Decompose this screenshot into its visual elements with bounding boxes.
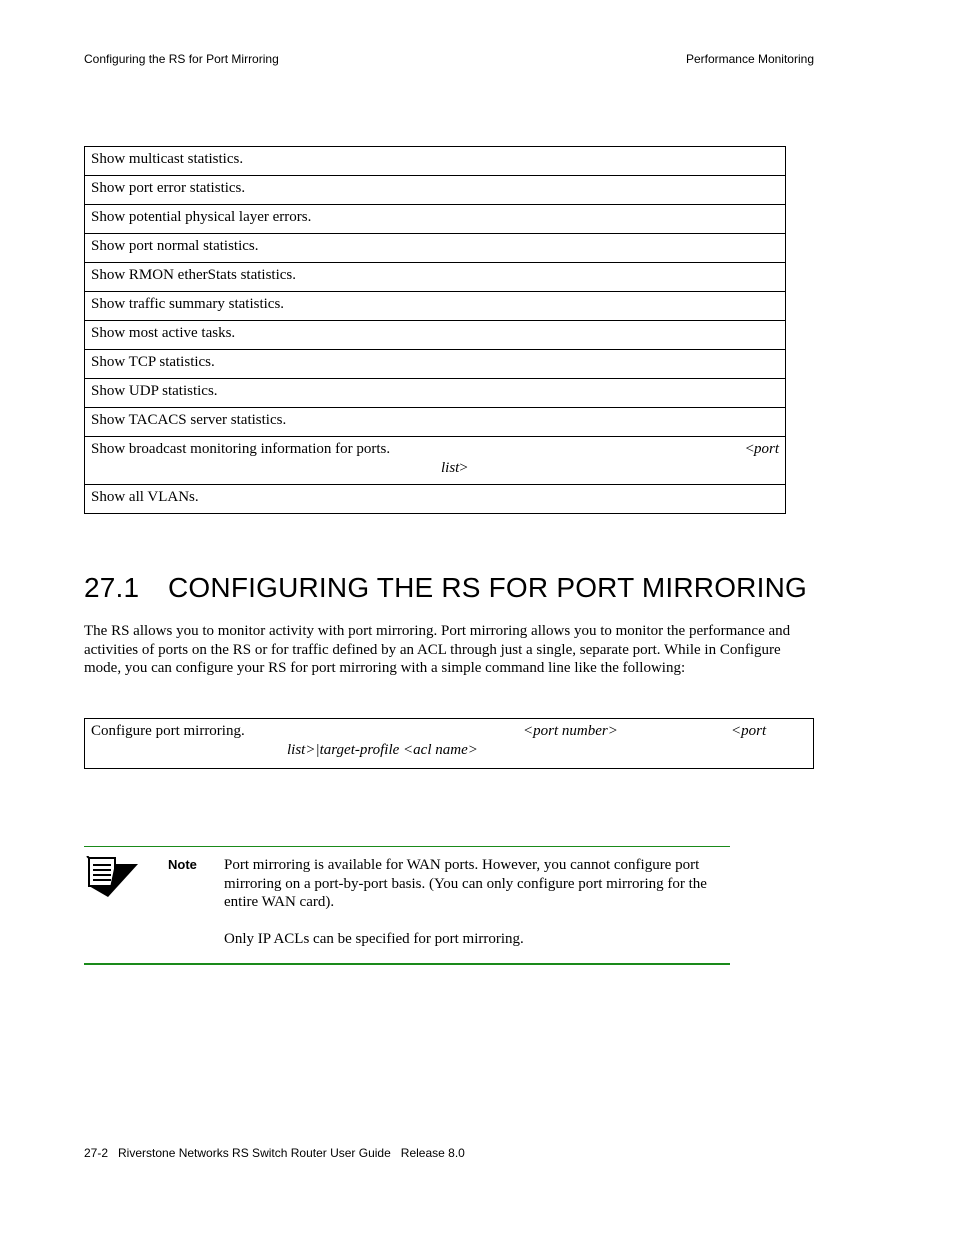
command-row: Show multicast statistics. xyxy=(85,147,786,176)
note-icon xyxy=(86,856,142,900)
config-arg-port: <port xyxy=(731,723,767,739)
arg-list-word: list xyxy=(441,460,460,476)
note-text: Port mirroring is available for WAN ports. However, you cannot configure port mirroring on a port-by-port basis. (You can only configure port mirroring for the entire WAN card). xyxy=(224,857,707,911)
command-row: Show port error statistics. xyxy=(85,176,786,205)
note-label: Note xyxy=(168,857,197,872)
broadcast-description: Show broadcast monitoring information for ports. xyxy=(91,441,391,457)
command-row: Show UDP statistics. xyxy=(85,379,786,408)
note-rule-top xyxy=(84,846,730,847)
command-row: Show all VLANs. xyxy=(85,485,786,514)
arg-port-word: port xyxy=(753,441,779,457)
running-header-left: Configuring the RS for Port Mirroring xyxy=(84,52,279,66)
command-row: Show traffic summary statistics. xyxy=(85,292,786,321)
command-row: Show TACACS server statistics. xyxy=(85,408,786,437)
running-header-right: Performance Monitoring xyxy=(685,52,814,66)
section-body: The RS allows you to monitor activity with port mirroring. Port mirroring allows you to monitor the performance and activities of ports on the RS or for traffic defined by an ACL through just a single, separate port. While in Configure mode, you can configure your RS for port mirroring with a simple command line like the following: xyxy=(84,623,791,677)
section-heading xyxy=(84,572,807,604)
section-number: 27.1 xyxy=(84,572,140,603)
command-row: Show TCP statistics. xyxy=(85,350,786,379)
page-footer: 27-2 Riverstone Networks RS Switch Router User Guide Release 8.0 xyxy=(84,1146,465,1160)
note-rule-bottom xyxy=(84,963,730,965)
config-table xyxy=(84,718,814,769)
command-table xyxy=(84,146,786,514)
arg-close-bracket: > xyxy=(459,460,468,476)
config-arg-port-number: <port number> xyxy=(523,723,618,739)
config-description: Configure port mirroring. xyxy=(91,723,245,739)
command-row-broadcast xyxy=(85,437,786,485)
command-row: Show most active tasks. xyxy=(85,321,786,350)
config-row xyxy=(85,719,814,769)
arg-open-bracket: < xyxy=(745,441,754,457)
command-row: Show RMON etherStats statistics. xyxy=(85,263,786,292)
command-row: Show potential physical layer errors. xyxy=(85,205,786,234)
command-row: Show port normal statistics. xyxy=(85,234,786,263)
note-text-acl: Only IP ACLs can be specified for port mirroring. xyxy=(224,931,524,947)
broadcast-arg-end xyxy=(441,459,468,478)
section-title: CONFIGURING THE RS FOR PORT MIRRORING xyxy=(168,572,807,603)
broadcast-arg-start xyxy=(746,440,779,459)
config-arg-list: list>|target-profile <acl name> xyxy=(287,742,478,758)
